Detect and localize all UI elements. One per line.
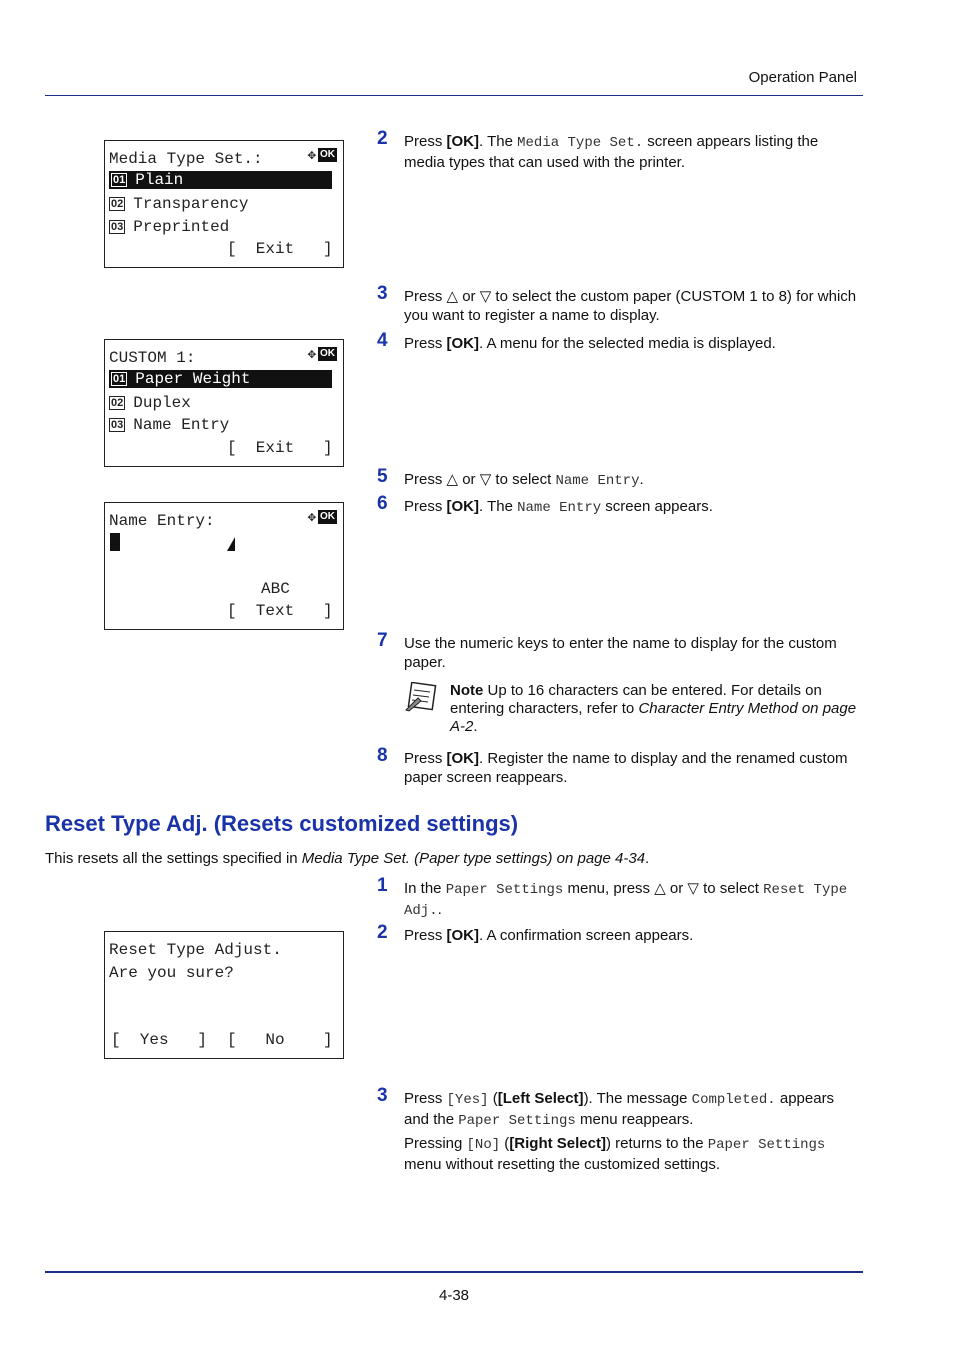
step-text: In the Paper Settings menu, press △ or ▽ to select Reset Type Adj.. <box>404 880 848 919</box>
panel-reset <box>104 931 344 1059</box>
step-text: Press [OK]. The Media Type Set. screen appears listing the media types that can used with the printer. <box>404 133 819 171</box>
header-rule <box>45 95 863 96</box>
list-item: 02 Transparency <box>111 195 249 213</box>
step-number: 8 <box>377 745 388 766</box>
list-item: 03 Preprinted <box>111 218 230 236</box>
softkey-yes: [ Yes ] <box>111 1031 208 1049</box>
softkey-text: [ Text ] <box>227 602 333 620</box>
step-number: 2 <box>377 128 388 149</box>
panel-title: CUSTOM 1: <box>109 349 196 367</box>
panel-title: Media Type Set.: <box>109 150 263 168</box>
panel-custom <box>104 339 344 467</box>
softkey-exit: [ Exit ] <box>227 240 333 258</box>
panel-name-entry <box>104 502 344 630</box>
page-number: 4-38 <box>438 1287 470 1304</box>
ok-icon: OK <box>320 511 335 523</box>
panel-line-2: Are you sure? <box>109 964 234 982</box>
step-text: Press [Yes] ([Left Select]). The message Completed. appears and the Paper Settings menu reappears. <box>404 1090 835 1129</box>
navigation-icon: ✥ OK <box>307 148 335 164</box>
step-text: Press △ or ▽ to select Name Entry. <box>404 471 644 489</box>
list-item: 03 Name Entry <box>111 416 230 434</box>
step-text: Press △ or ▽ to select the custom paper (CUSTOM 1 to 8) for which you want to register a name to display. <box>404 288 857 324</box>
step-number: 2 <box>377 922 388 943</box>
step-number: 3 <box>377 1085 388 1106</box>
navigation-icon: ✥ OK <box>307 347 335 363</box>
ok-icon: OK <box>320 348 335 360</box>
ok-icon: OK <box>320 149 335 161</box>
step-number: 7 <box>377 630 388 651</box>
entry-limit-marker-icon <box>227 537 235 551</box>
navigation-icon: ✥ OK <box>307 510 335 526</box>
softkey-exit: [ Exit ] <box>227 439 333 457</box>
footer-rule <box>45 1271 863 1273</box>
list-item: 02 Duplex <box>111 394 191 412</box>
step-text: Pressing [No] ([Right Select]) returns to the Paper Settings menu without resetting the customized settings. <box>404 1135 826 1173</box>
panel-line-1: Reset Type Adjust. <box>109 941 282 959</box>
panel-media-type <box>104 140 344 268</box>
step-text: Press [OK]. A menu for the selected media is displayed. <box>404 335 776 352</box>
list-item-selected: 01 Paper Weight <box>109 370 332 388</box>
text-cursor <box>110 533 120 551</box>
input-mode: ABC <box>261 580 290 598</box>
note-text: Note Up to 16 characters can be entered. For details on entering characters, refer to Character Entry Method on page A-2. <box>450 682 857 735</box>
step-text: Press [OK]. A confirmation screen appears. <box>404 927 694 944</box>
softkey-no: [ No ] <box>227 1031 333 1049</box>
note-icon <box>404 682 440 712</box>
section-heading: Reset Type Adj. (Resets customized settings) <box>45 811 519 836</box>
header-title: Operation Panel <box>748 69 857 86</box>
step-text: Press [OK]. The Name Entry screen appears. <box>404 498 713 516</box>
step-number: 5 <box>377 466 388 487</box>
step-number: 1 <box>377 875 388 896</box>
step-number: 3 <box>377 283 388 304</box>
panel-title: Name Entry: <box>109 512 215 530</box>
list-item-selected: 01 Plain <box>109 171 332 189</box>
step-text: Press [OK]. Register the name to display and the renamed custom paper screen reappears. <box>404 750 848 786</box>
step-number: 4 <box>377 330 388 351</box>
step-text: Use the numeric keys to enter the name to display for the custom paper. <box>404 635 837 671</box>
step-number: 6 <box>377 493 388 514</box>
section-intro: This resets all the settings specified in Media Type Set. (Paper type settings) on page 4-34. <box>45 850 650 867</box>
